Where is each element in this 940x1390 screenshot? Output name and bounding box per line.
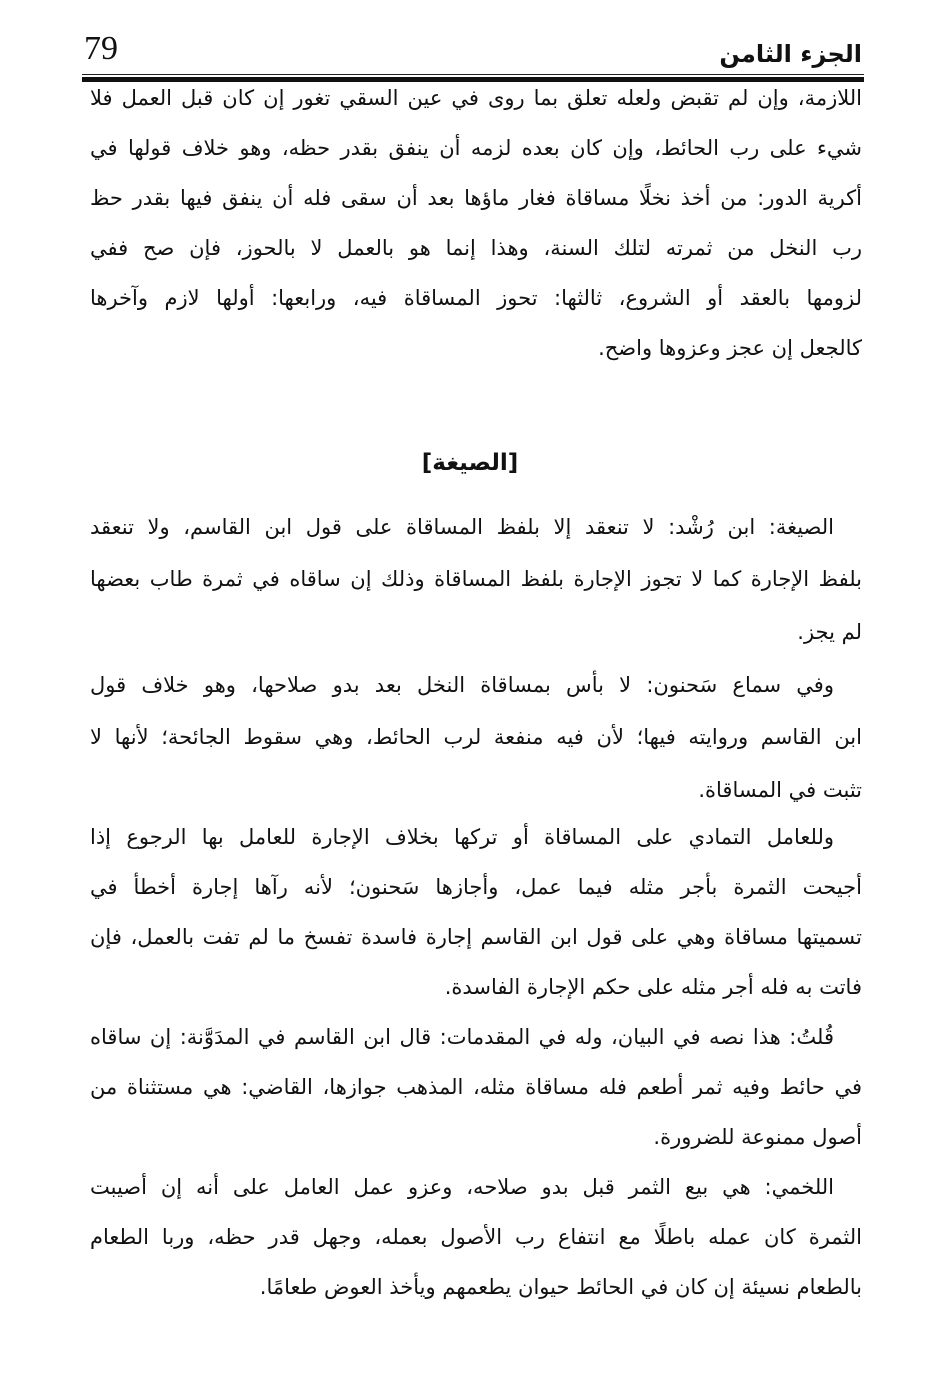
- section-heading: [الصيغة]: [421, 450, 519, 476]
- page-number: 79: [84, 30, 118, 67]
- running-title: الجزء الثامن: [719, 40, 862, 68]
- text-line: بالطعام نسيئة إن كان في الحائط حيوان يطعمهم ويأخذ العوض طعامًا.: [259, 1275, 862, 1299]
- text-line: أصول ممنوعة للضرورة.: [653, 1125, 862, 1149]
- text-line: لم يجز.: [797, 620, 862, 644]
- text-line: اللازمة، وإن لم تقبض ولعله تعلق بما روى في عين السقي تغور إن كان قبل العمل فلا: [90, 86, 862, 110]
- text-line: الثمرة كان عمله باطلًا مع انتفاع رب الأصول بعمله، وجهل قدر حظه، وربا الطعام: [90, 1225, 862, 1249]
- text-line: أكرية الدور: من أخذ نخلًا مساقاة فغار ماؤها بعد أن سقى فله أن ينفق فيها بقدر حظ: [90, 186, 862, 210]
- text-line: تسميتها مساقاة وهي على قول ابن القاسم إجارة فاسدة تفسخ ما لم تفت بالعمل، فإن: [90, 925, 862, 949]
- header-rule-thick: [82, 77, 864, 82]
- text-line: شيء على رب الحائط، وإن كان بعده لزمه أن ينفق بقدر حظه، وهو خلاف قولها في: [90, 136, 862, 160]
- text-line: قُلتُ: هذا نصه في البيان، وله في المقدمات: قال ابن القاسم في المدَوَّنة: إن ساقاه: [90, 1025, 834, 1049]
- text-line: أجيحت الثمرة بأجر مثله فيما عمل، وأجازها سَحنون؛ لأنه رآها إجارة أخطأ في: [90, 875, 862, 899]
- text-line: وللعامل التمادي على المساقاة أو تركها بخلاف الإجارة للعامل بها الرجوع إذا: [90, 825, 834, 849]
- text-line: وفي سماع سَحنون: لا بأس بمساقاة النخل بعد بدو صلاحها، وهو خلاف قول: [90, 673, 834, 697]
- header-rule-thin: [82, 74, 864, 75]
- text-line: ابن القاسم وروايته فيها؛ لأن فيه منفعة لرب الحائط، وهي سقوط الجائحة؛ لأنها لا: [90, 725, 862, 749]
- text-line: في حائط وفيه ثمر أطعم فله مساقاة مثله، المذهب جوازها، القاضي: هي مستثناة من: [90, 1075, 862, 1099]
- text-line: تثبت في المساقاة.: [698, 778, 862, 802]
- text-line: الصيغة: ابن رُشْد: لا تنعقد إلا بلفظ المساقاة على قول ابن القاسم، ولا تنعقد: [90, 515, 834, 539]
- text-line: لزومها بالعقد أو الشروع، ثالثها: تحوز المساقاة فيه، ورابعها: أولها لازم وآخرها: [90, 286, 862, 310]
- text-line: رب النخل من ثمرته لتلك السنة، وهذا إنما هو بالعمل لا بالحوز، فإن صح ففي: [90, 236, 862, 260]
- text-line: فاتت به فله أجر مثله على حكم الإجارة الفاسدة.: [444, 975, 862, 999]
- text-line: اللخمي: هي بيع الثمر قبل بدو صلاحه، وعزو عمل العامل على أنه إن أصيبت: [90, 1175, 834, 1199]
- text-line: كالجعل إن عجز وعزوها واضح.: [598, 336, 862, 360]
- text-line: بلفظ الإجارة كما لا تجوز الإجارة بلفظ المساقاة وذلك إن ساقاه في ثمرة طاب بعضها: [90, 567, 862, 591]
